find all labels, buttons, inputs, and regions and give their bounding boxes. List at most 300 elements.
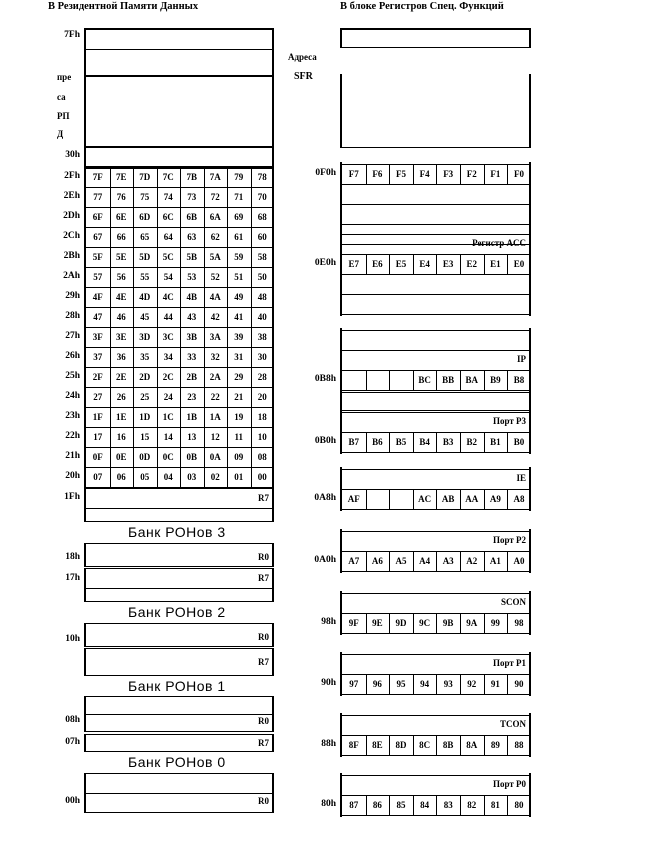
- sfr-row-line: [342, 694, 529, 695]
- bank3-r0: R0: [258, 552, 269, 562]
- sfr-col-line: [413, 613, 414, 633]
- sfr-col-line: [413, 551, 414, 571]
- sfr-bit-cell: E0: [513, 259, 525, 269]
- sfr-bit-cell: B2: [466, 437, 478, 447]
- sfr-p1-name: Порт P1: [492, 658, 526, 668]
- sfr-top-block: [340, 28, 531, 48]
- bit-cell: 42: [210, 312, 220, 322]
- bank-1-title: Банк РОНов 1: [128, 678, 226, 694]
- sfr-col-line: [507, 432, 508, 452]
- addr-1fh: 1Fh: [64, 492, 80, 502]
- bit-row-addr: 22h: [65, 431, 80, 441]
- sfr-col-line: [413, 164, 414, 184]
- bit-cell: 3A: [209, 332, 221, 342]
- sfr-col-line: [389, 735, 390, 755]
- bank0-r7: R7: [258, 738, 269, 748]
- bit-cell: 04: [163, 472, 173, 482]
- sfr-acc-name: Регистр ACC: [472, 238, 526, 248]
- bit-cell: 5C: [162, 252, 174, 262]
- bit-cell: 1F: [92, 412, 103, 422]
- bit-cell: 3F: [92, 332, 103, 342]
- bit-cell: 7E: [115, 172, 127, 182]
- sfr-bit-cell: F7: [348, 169, 359, 179]
- sfr-col-line: [436, 674, 437, 694]
- bit-cell: 27: [93, 392, 103, 402]
- sfr-bit-cell: E2: [466, 259, 478, 269]
- bit-cell: 08: [257, 452, 267, 462]
- sfr-p1-block: [340, 652, 531, 696]
- sfr-row-line: [342, 314, 529, 315]
- sfr-bit-cell: 80: [514, 800, 524, 810]
- sfr-col-line: [507, 254, 508, 274]
- sfr-col-line: [507, 613, 508, 633]
- sfr-bit-cell: E6: [372, 259, 383, 269]
- sfr-col-line: [436, 735, 437, 755]
- bank-3-bottom: [84, 543, 274, 567]
- sfr-bit-cell: 8A: [466, 740, 478, 750]
- sfr-bit-cell: [366, 370, 390, 390]
- bit-cell: 3B: [186, 332, 197, 342]
- bit-cell: 52: [210, 272, 220, 282]
- bit-row-addr: 23h: [65, 411, 80, 421]
- bit-cell: 2C: [162, 372, 174, 382]
- bit-cell: 74: [163, 192, 173, 202]
- bit-cell: 3C: [162, 332, 174, 342]
- sfr-col-line: [507, 795, 508, 815]
- bit-cell: 7D: [139, 172, 151, 182]
- bit-cell: 28: [257, 372, 267, 382]
- sfr-ie-name: IE: [516, 473, 526, 483]
- sfr-bit-cell: A4: [419, 556, 431, 566]
- sfr-col-line: [484, 432, 485, 452]
- bit-cell: 22: [210, 392, 220, 402]
- sfr-row-line: [342, 469, 529, 470]
- bit-col-line: [204, 167, 205, 487]
- bit-cell: 3D: [139, 332, 151, 342]
- sfr-acc-addr: 0E0h: [314, 258, 336, 268]
- sfr-bit-cell: 82: [467, 800, 477, 810]
- addr-18h: 18h: [65, 552, 80, 562]
- bank-2-title: Банк РОНов 2: [128, 604, 226, 620]
- bit-cell: 65: [140, 232, 150, 242]
- bit-cell: 5A: [209, 252, 221, 262]
- bit-cell: 06: [116, 472, 126, 482]
- bit-cell: 32: [210, 352, 220, 362]
- bit-row-addr: 2Fh: [64, 171, 80, 181]
- sfr-col-line: [389, 795, 390, 815]
- addr-17h: 17h: [65, 573, 80, 583]
- bit-row-addr: 2Eh: [63, 191, 80, 201]
- sfr-col-line: [389, 164, 390, 184]
- sfr-row-line: [342, 294, 529, 295]
- bank-2-bottom: [84, 623, 274, 647]
- sfr-col-line: [436, 489, 437, 509]
- sfr-row-line: [342, 509, 529, 510]
- bank-3-title: Банк РОНов 3: [128, 524, 226, 540]
- bit-cell: 54: [163, 272, 173, 282]
- bit-cell: 4C: [162, 292, 174, 302]
- sfr-col-line: [507, 370, 508, 390]
- bit-row-addr: 2Bh: [63, 251, 80, 261]
- sfr-bit-cell: 90: [514, 679, 524, 689]
- bit-cell: 68: [257, 212, 267, 222]
- sfr-col-line: [460, 254, 461, 274]
- sfr-col-line: [413, 735, 414, 755]
- bit-cell: 50: [257, 272, 267, 282]
- bit-cell: 79: [234, 172, 244, 182]
- sfr-col-line: [484, 674, 485, 694]
- bit-cell: 01: [234, 472, 244, 482]
- sfr-col-line: [436, 370, 437, 390]
- bit-cell: 20: [257, 392, 267, 402]
- sfr-bit-cell: AB: [441, 494, 455, 504]
- bit-cell: 4E: [115, 292, 127, 302]
- sfr-row-line: [342, 330, 529, 331]
- bit-cell: 10: [257, 432, 267, 442]
- bit-cell: 64: [163, 232, 173, 242]
- bit-cell: 11: [234, 432, 243, 442]
- sfr-bit-cell: AF: [347, 494, 360, 504]
- bank1-r0: R0: [258, 716, 269, 726]
- sfr-bit-cell: B0: [513, 437, 525, 447]
- sfr-bit-cell: A9: [489, 494, 501, 504]
- bit-cell: 05: [140, 472, 150, 482]
- bit-cell: 17: [93, 432, 103, 442]
- bit-row-addr: 24h: [65, 391, 80, 401]
- sfr-p0-name: Порт P0: [492, 779, 526, 789]
- sfr-col-line: [389, 489, 390, 509]
- bit-cell: 44: [163, 312, 173, 322]
- sfr-p3-name: Порт P3: [492, 416, 526, 426]
- bit-cell: 46: [116, 312, 126, 322]
- sfr-p0-addr: 80h: [321, 799, 336, 809]
- sfr-bit-cell: E4: [419, 259, 430, 269]
- bit-col-line: [133, 167, 134, 487]
- sfr-p2-block: [340, 529, 531, 573]
- sfr-row-line: [342, 392, 529, 393]
- sfr-bit-cell: [389, 370, 413, 390]
- bank-0-bottom: [84, 773, 274, 813]
- sfr-row-line: [342, 815, 529, 816]
- sfr-bit-cell: 84: [420, 800, 430, 810]
- sfr-bit-cell: 86: [372, 800, 382, 810]
- sfr-scon-addr: 98h: [321, 617, 336, 627]
- bit-cell: 35: [140, 352, 150, 362]
- sfr-scon-name: SCON: [500, 597, 526, 607]
- sfr-bit-cell: B1: [490, 437, 501, 447]
- bit-cell: 15: [140, 432, 150, 442]
- sfr-bit-cell: AC: [418, 494, 432, 504]
- sfr-col-line: [460, 735, 461, 755]
- bit-cell: 1D: [139, 412, 151, 422]
- sfr-col-line: [484, 735, 485, 755]
- bit-cell: 57: [93, 272, 103, 282]
- bit-cell: 67: [93, 232, 103, 242]
- sfr-p0-block: [340, 773, 531, 817]
- sfr-label: SFR: [294, 71, 313, 82]
- sfr-bit-cell: 99: [490, 618, 500, 628]
- sfr-col-line: [460, 551, 461, 571]
- sfr-col-line: [366, 489, 367, 509]
- sfr-col-line: [484, 254, 485, 274]
- sfr-col-line: [436, 613, 437, 633]
- sfr-col-line: [413, 674, 414, 694]
- sfr-bit-cell: A8: [513, 494, 525, 504]
- left-header: В Резидентной Памяти Данных: [48, 1, 199, 12]
- sfr-bit-cell: E7: [348, 259, 360, 269]
- bit-row-addr: 25h: [65, 371, 80, 381]
- bit-cell: 5B: [186, 252, 197, 262]
- sfr-f0-addr: 0F0h: [315, 168, 336, 178]
- bit-cell: 03: [187, 472, 197, 482]
- sfr-row-line: [342, 350, 529, 351]
- bit-cell: 56: [116, 272, 126, 282]
- bit-cell: 49: [234, 292, 244, 302]
- sfr-col-line: [484, 164, 485, 184]
- sfr-col-line: [507, 551, 508, 571]
- bit-cell: 0E: [115, 452, 127, 462]
- sfr-bit-cell: B7: [348, 437, 360, 447]
- sfr-col-line: [436, 551, 437, 571]
- bit-cell: 1B: [186, 412, 197, 422]
- sfr-bit-cell: A1: [489, 556, 501, 566]
- bit-row-addr: 28h: [65, 311, 80, 321]
- sfr-bit-cell: 9A: [466, 618, 478, 628]
- bit-cell: 77: [93, 192, 103, 202]
- sfr-bit-cell: 81: [490, 800, 500, 810]
- sfr-bit-cell: 8B: [442, 740, 454, 750]
- sfr-bit-cell: 94: [420, 679, 430, 689]
- bit-cell: 70: [257, 192, 267, 202]
- bit-cell: 53: [187, 272, 197, 282]
- bit-row-addr: 2Ah: [63, 271, 80, 281]
- sfr-bit-cell: F5: [395, 169, 406, 179]
- bit-cell: 4F: [92, 292, 103, 302]
- bit-cell: 6A: [209, 212, 221, 222]
- bank2-r7: R7: [258, 573, 269, 583]
- sfr-col-line: [507, 164, 508, 184]
- sfr-bit-cell: [366, 489, 390, 509]
- adresa-label: Адреса: [288, 52, 317, 62]
- sfr-bit-cell: 8D: [395, 740, 407, 750]
- addr-00h: 00h: [65, 796, 80, 806]
- bit-cell: 2F: [92, 372, 103, 382]
- sfr-bit-cell: B3: [442, 437, 454, 447]
- side-text-1: пре: [57, 72, 72, 82]
- bit-cell: 47: [93, 312, 103, 322]
- sfr-col-line: [413, 370, 414, 390]
- sfr-bit-cell: A2: [466, 556, 478, 566]
- upper-ram-block: [84, 28, 274, 168]
- sfr-col-line: [413, 254, 414, 274]
- bit-cell: 60: [257, 232, 267, 242]
- sfr-bit-cell: B6: [372, 437, 383, 447]
- sfr-bit-cell: 83: [443, 800, 453, 810]
- addr-08h: 08h: [65, 715, 80, 725]
- bit-cell: 41: [234, 312, 244, 322]
- bit-cell: 14: [163, 432, 173, 442]
- bit-cell: 5F: [92, 252, 103, 262]
- sfr-col-line: [460, 674, 461, 694]
- sfr-col-line: [366, 370, 367, 390]
- bit-cell: 75: [140, 192, 150, 202]
- sfr-row-line: [342, 204, 529, 205]
- bit-cell: 23: [187, 392, 197, 402]
- sfr-bit-cell: 93: [443, 679, 453, 689]
- sfr-col-line: [389, 254, 390, 274]
- bit-cell: 36: [116, 352, 126, 362]
- sfr-bit-cell: [389, 489, 413, 509]
- sfr-bit-cell: 8F: [348, 740, 359, 750]
- sfr-bit-cell: 9D: [395, 618, 407, 628]
- bit-cell: 0A: [209, 452, 221, 462]
- bit-cell: 2E: [115, 372, 127, 382]
- sfr-col-line: [413, 489, 414, 509]
- sfr-ip-addr: 0B8h: [314, 374, 336, 384]
- bit-cell: 63: [187, 232, 197, 242]
- bank-0-title: Банк РОНов 0: [128, 754, 226, 770]
- sfr-col-line: [366, 254, 367, 274]
- sfr-p3-addr: 0B0h: [314, 436, 336, 446]
- bit-cell: 37: [93, 352, 103, 362]
- bit-cell: 2B: [186, 372, 197, 382]
- sfr-bit-cell: BA: [465, 375, 479, 385]
- bit-cell: 39: [234, 332, 244, 342]
- sfr-col-line: [507, 735, 508, 755]
- sfr-bit-cell: F4: [419, 169, 430, 179]
- bit-cell: 13: [187, 432, 197, 442]
- bit-cell: 58: [257, 252, 267, 262]
- bit-cell: 07: [93, 472, 103, 482]
- sfr-bit-cell: 9F: [348, 618, 359, 628]
- bit-cell: 7A: [209, 172, 221, 182]
- addr-07h: 07h: [65, 737, 80, 747]
- sfr-row-line: [342, 224, 529, 225]
- sfr-bit-cell: AA: [465, 494, 479, 504]
- sfr-bit-cell: 96: [372, 679, 382, 689]
- bit-cell: 62: [210, 232, 220, 242]
- bank-0-top: [84, 734, 274, 752]
- sfr-row-line: [342, 452, 529, 453]
- sfr-tcon-name: TCON: [499, 719, 526, 729]
- sfr-col-line: [460, 795, 461, 815]
- bank-1-top: [84, 648, 274, 676]
- sfr-col-line: [460, 370, 461, 390]
- bit-cell: 18: [257, 412, 267, 422]
- bit-cell: 7F: [92, 172, 103, 182]
- sfr-bit-cell: 8C: [419, 740, 431, 750]
- sfr-bit-cell: 98: [514, 618, 524, 628]
- bit-cell: 1C: [162, 412, 174, 422]
- sfr-scon-block: [340, 591, 531, 635]
- bit-cell: 02: [210, 472, 220, 482]
- sfr-bit-cell: 9C: [419, 618, 431, 628]
- sfr-bit-cell: E1: [490, 259, 501, 269]
- bit-col-line: [157, 167, 158, 487]
- side-text-2: са: [57, 92, 66, 102]
- bit-cell: 16: [116, 432, 126, 442]
- bit-cell: 71: [234, 192, 244, 202]
- bank-2-top: [84, 568, 274, 602]
- bit-cell: 78: [257, 172, 267, 182]
- sfr-col-line: [484, 489, 485, 509]
- sfr-col-line: [366, 551, 367, 571]
- sfr-bit-cell: [342, 370, 366, 390]
- bit-cell: 72: [210, 192, 220, 202]
- sfr-bit-cell: 9B: [442, 618, 454, 628]
- bit-row-addr: 29h: [65, 291, 80, 301]
- sfr-bit-cell: 97: [349, 679, 359, 689]
- bank0-r0: R0: [258, 796, 269, 806]
- bit-cell: 33: [187, 352, 197, 362]
- bank-1-bottom: [84, 696, 274, 732]
- bit-cell: 4D: [139, 292, 151, 302]
- bit-row-addr: 2Dh: [63, 211, 80, 221]
- sfr-ie-addr: 0A8h: [314, 493, 336, 503]
- bit-cell: 31: [234, 352, 244, 362]
- side-text-3: РП: [57, 111, 70, 121]
- bit-cell: 61: [234, 232, 244, 242]
- side-text-4: Д: [57, 129, 64, 139]
- bit-cell: 24: [163, 392, 173, 402]
- sfr-bit-cell: A0: [513, 556, 525, 566]
- bit-col-line: [110, 167, 111, 487]
- sfr-p1-addr: 90h: [321, 678, 336, 688]
- sfr-col-line: [389, 370, 390, 390]
- bit-cell: 29: [234, 372, 244, 382]
- sfr-col-line: [460, 613, 461, 633]
- sfr-bit-cell: B9: [490, 375, 501, 385]
- sfr-p2-addr: 0A0h: [314, 555, 336, 565]
- sfr-col-line: [436, 432, 437, 452]
- bit-cell: 59: [234, 252, 244, 262]
- sfr-col-line: [389, 674, 390, 694]
- sfr-acc-block: [340, 232, 531, 316]
- bit-cell: 43: [187, 312, 197, 322]
- sfr-col-line: [436, 254, 437, 274]
- bit-col-line: [227, 167, 228, 487]
- sfr-bit-cell: F2: [466, 169, 477, 179]
- sfr-col-line: [413, 432, 414, 452]
- bit-cell: 7B: [186, 172, 197, 182]
- sfr-bit-cell: A5: [395, 556, 407, 566]
- sfr-bit-cell: B5: [395, 437, 407, 447]
- sfr-bit-cell: E5: [395, 259, 407, 269]
- bit-cell: 38: [257, 332, 267, 342]
- sfr-bit-cell: 87: [349, 800, 359, 810]
- bit-cell: 00: [257, 472, 267, 482]
- bit-cell: 09: [234, 452, 244, 462]
- right-header: В блоке Регистров Спец. Функций: [340, 1, 504, 12]
- bit-row-addr: 20h: [65, 471, 80, 481]
- sfr-bit-cell: 92: [467, 679, 477, 689]
- addr-30h: 30h: [65, 150, 80, 160]
- bit-cell: 4B: [186, 292, 197, 302]
- sfr-bit-cell: F0: [513, 169, 524, 179]
- sfr-row-line: [342, 274, 529, 275]
- sfr-col-line: [366, 795, 367, 815]
- sfr-bit-cell: F6: [372, 169, 383, 179]
- sfr-bit-cell: 8E: [372, 740, 383, 750]
- bit-cell: 6C: [162, 212, 174, 222]
- sfr-col-line: [460, 432, 461, 452]
- bit-cell: 30: [257, 352, 267, 362]
- bit-cell: 6B: [186, 212, 197, 222]
- bit-cell: 73: [187, 192, 197, 202]
- sfr-col-line: [484, 551, 485, 571]
- sfr-col-line: [366, 735, 367, 755]
- sfr-bit-cell: B8: [513, 375, 525, 385]
